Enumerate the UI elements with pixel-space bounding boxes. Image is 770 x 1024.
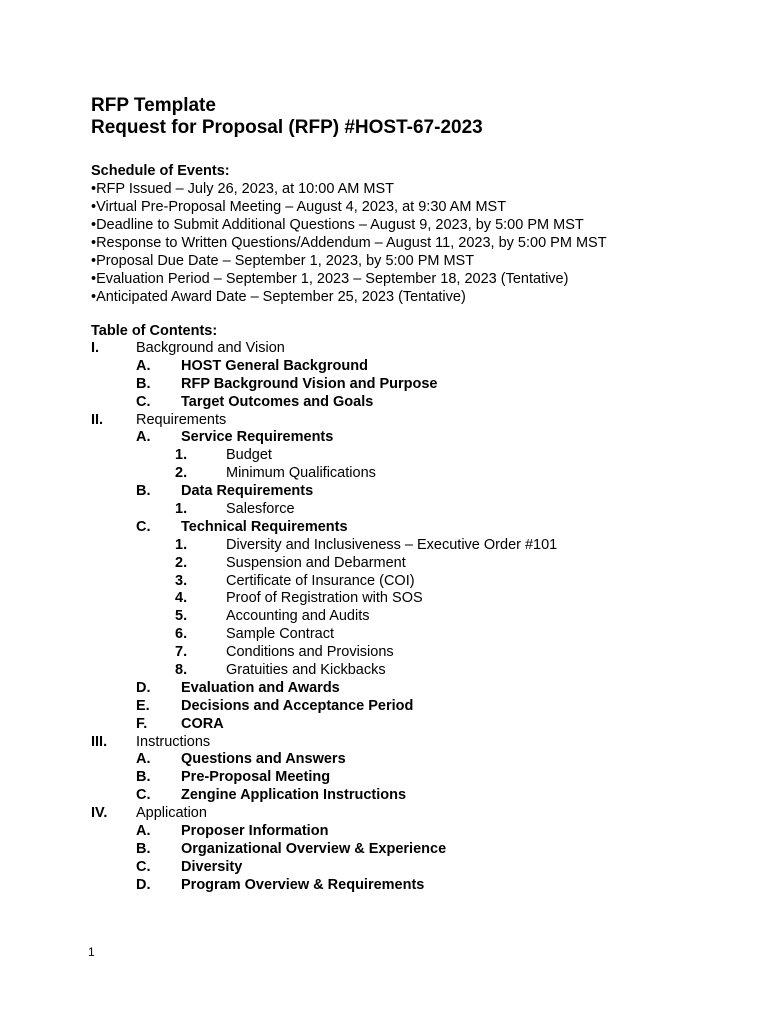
toc-entry-text: Pre-Proposal Meeting [181,769,331,786]
toc-entry [91,662,386,680]
toc-entry-number: A. [136,751,151,768]
toc-entry-text: Background and Vision [136,340,285,356]
toc-entry [91,393,374,412]
toc-entry [91,876,425,895]
toc-entry [91,715,224,734]
toc-entry [91,590,423,608]
toc-entry-text: Organizational Overview & Experience [181,840,447,857]
toc-entry [91,858,243,877]
toc-entry-text: Application [136,805,207,822]
toc-entry [91,429,334,447]
toc-entry-number: D. [136,679,151,696]
toc-entry-number: 2. [175,554,188,571]
toc-entry [91,340,285,358]
toc-entry-number: III. [91,733,108,750]
toc-entry-number: E. [136,697,150,714]
toc-entry [91,447,272,465]
schedule-heading: Schedule of Events: [91,163,230,179]
toc-entry-number: 5. [175,608,188,625]
toc-entry-number: B. [136,769,151,786]
toc-entry-text: Salesforce [226,501,295,518]
toc-entry [91,805,217,823]
toc-entry-text: Data Requirements [181,483,314,500]
document-title: RFP Template [91,95,216,116]
toc-entry-text: Evaluation and Awards [181,679,340,696]
toc-entry-number: 7. [175,644,188,661]
toc-entry-text: Service Requirements [181,429,334,446]
toc-entry-text: Gratuities and Kickbacks [226,662,386,679]
toc-entry [91,697,414,716]
schedule-item: •Evaluation Period – September 1, 2023 – September 18, 2023 (Tentative) [91,271,569,287]
toc-entry-number: 8. [175,662,188,679]
toc-entry-text: Target Outcomes and Goals [181,393,374,410]
toc-entry-text: Proposer Information [181,823,329,840]
title-block [91,95,483,139]
schedule-item: •Proposal Due Date – September 1, 2023, by 5:00 PM MST [91,253,475,269]
toc-entry-number: C. [136,858,151,875]
toc-entry-number: C. [136,787,151,804]
toc-entry [91,679,340,698]
toc-entry-number: C. [136,393,151,410]
schedule-item: •RFP Issued – July 26, 2023, at 10:00 AM MST [91,181,395,197]
toc-entry-number: C. [136,518,151,535]
toc-entry [91,751,346,769]
toc-entry [91,536,558,555]
toc-entry-text: Program Overview & Requirements [181,876,425,893]
table-of-contents [91,322,558,895]
toc-entry [91,823,329,841]
toc-entry-text: Conditions and Provisions [226,644,394,661]
toc-entry-text: Accounting and Audits [226,608,370,625]
toc-entry-number: F. [136,715,148,732]
toc-entry-number: A. [136,429,151,446]
toc-entry [91,734,217,752]
toc-entry-text: Suspension and Debarment [226,554,406,571]
toc-entry-text: Budget [226,447,272,464]
toc-entry-number: 2. [175,465,188,482]
toc-entry [91,554,406,573]
toc-entry [91,626,334,644]
document-subtitle: Request for Proposal (RFP) #HOST-67-2023 [91,117,483,138]
toc-entry-text: HOST General Background [181,357,368,374]
toc-entry [91,787,407,805]
schedule-item: •Virtual Pre-Proposal Meeting – August 4, 2023, at 9:30 AM MST [91,199,507,215]
toc-entry [91,644,394,662]
toc-entry-number: 3. [175,572,188,589]
toc-entry-number: 1. [175,447,188,464]
toc-entry [91,769,331,787]
toc-entry-number: II. [91,411,104,428]
toc-entry [91,501,295,519]
toc-entry-text: Proof of Registration with SOS [226,590,423,607]
toc-entry-text: CORA [181,715,224,732]
toc-entry [91,465,376,483]
toc-entry-text: Certificate of Insurance (COI) [226,572,415,589]
toc-entry-number: A. [136,823,151,840]
toc-entry-text: Technical Requirements [181,518,348,535]
toc-entry-text: Questions and Answers [181,751,346,768]
toc-entry-text: RFP Background Vision and Purpose [181,375,438,392]
toc-entry-number: A. [136,357,151,374]
schedule-item: •Response to Written Questions/Addendum – August 11, 2023, by 5:00 PM MST [91,235,607,251]
toc-entry-text: Diversity and Inclusiveness – Executive Order #101 [226,536,558,553]
toc-entry-number: IV. [91,805,108,822]
toc-entry [91,518,348,537]
schedule-item: •Anticipated Award Date – September 25, 2023 (Tentative) [91,289,466,305]
schedule-item: •Deadline to Submit Additional Questions – August 9, 2023, by 5:00 PM MST [91,217,584,233]
toc-entry-number: D. [136,876,151,893]
toc-entry-text: Decisions and Acceptance Period [181,697,414,714]
toc-entry [91,840,447,859]
toc-entry-text: Instructions [136,733,211,750]
toc-entry [91,357,368,376]
schedule-of-events [91,162,607,306]
toc-entry-number: B. [136,375,151,392]
toc-heading: Table of Contents: [91,323,218,339]
toc-entry-number: B. [136,483,151,500]
toc-entry [91,483,314,501]
schedule-list [91,180,607,306]
toc-entry [91,572,415,591]
toc-entry-number: B. [136,840,151,857]
toc-entry [91,375,438,394]
toc-entry-number: 1. [175,501,188,518]
toc-entry-text: Diversity [181,858,243,875]
page-number: 1 [88,945,95,959]
toc-entry-number: 1. [175,536,188,553]
toc-list [91,340,558,895]
toc-entry-text: Zengine Application Instructions [181,787,407,804]
toc-entry [91,608,370,626]
toc-entry-text: Requirements [136,411,227,428]
toc-entry-number: I. [91,340,100,356]
toc-entry-number: 4. [175,590,188,607]
toc-entry-text: Minimum Qualifications [226,465,376,482]
toc-entry-text: Sample Contract [226,626,334,643]
toc-entry-number: 6. [175,626,188,643]
toc-entry [91,411,227,430]
